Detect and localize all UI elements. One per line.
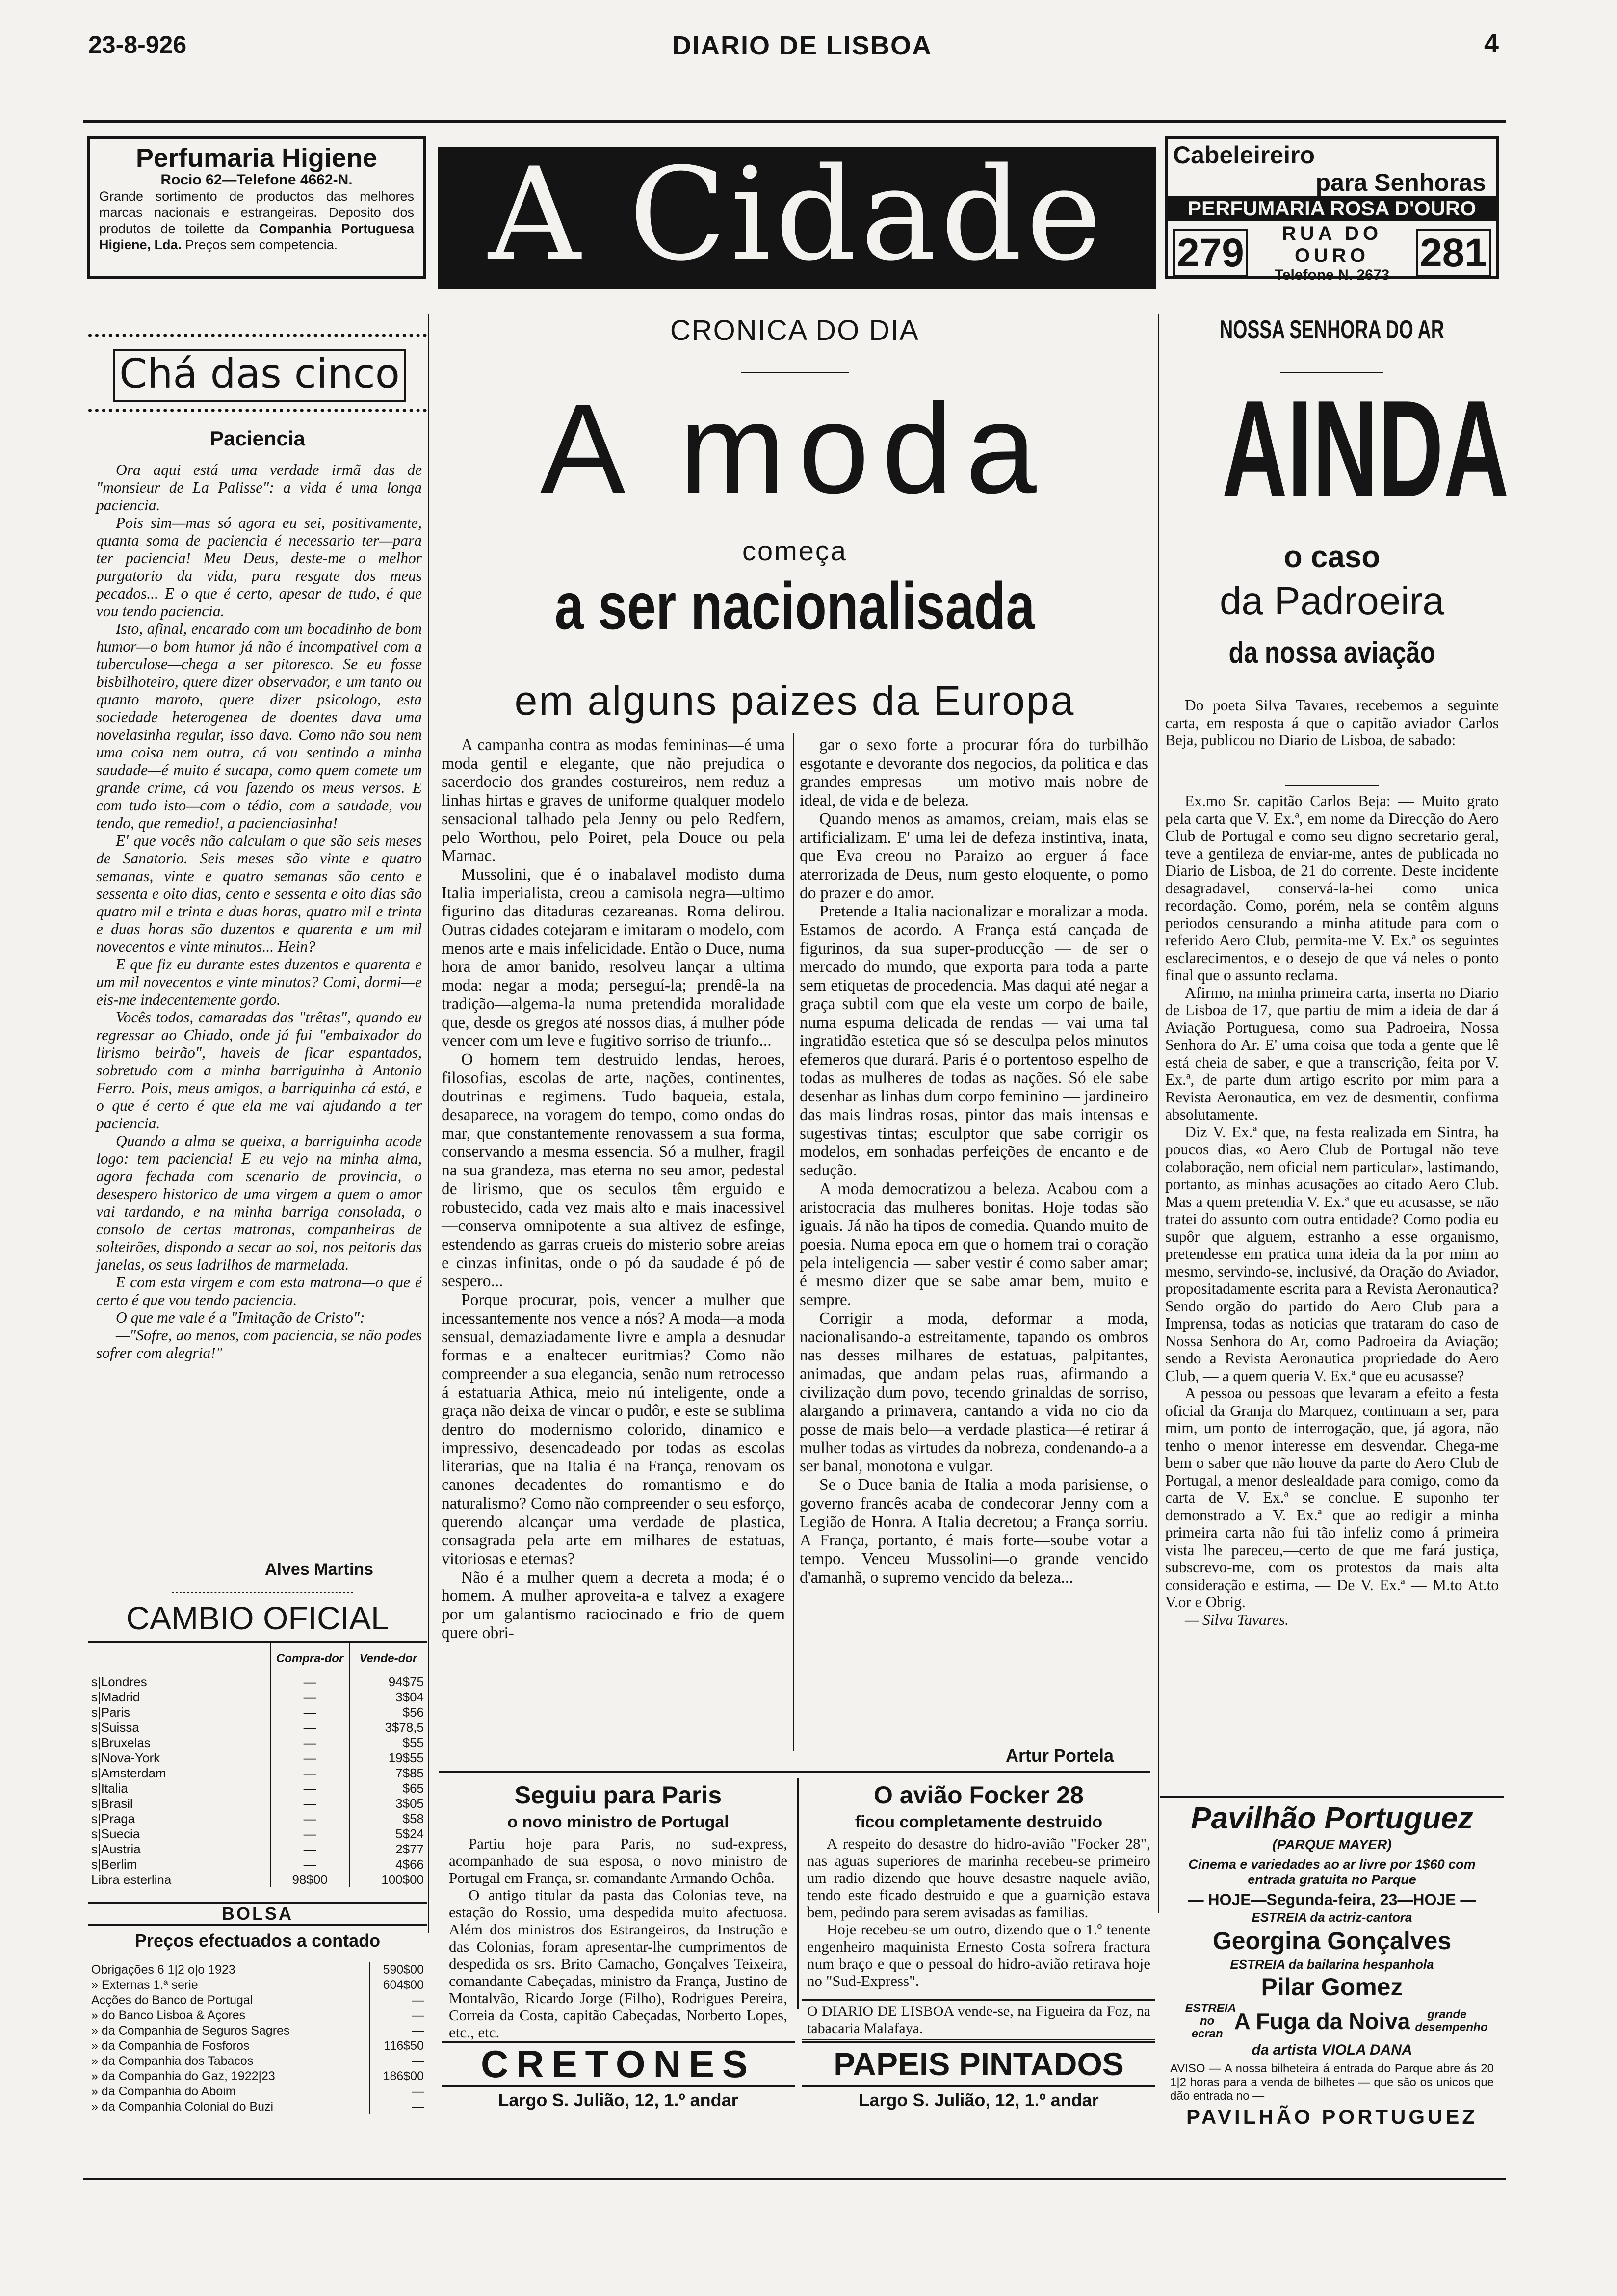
- cambio-row: [88, 1750, 427, 1766]
- ad-a-cidade-title: A Cidade: [488, 141, 1106, 289]
- ad-cabeleireiro-number-right: 281: [1416, 229, 1491, 277]
- cambio-sell-value: $58: [349, 1811, 427, 1826]
- cambio-sell-value: 3$04: [349, 1690, 427, 1705]
- cha-das-cinco-header: [88, 334, 427, 412]
- center-headline-1: A moda: [540, 378, 1049, 520]
- ad-cretones-address: Largo S. Julião, 12, 1.º andar: [498, 2090, 738, 2110]
- bolsa-row: [88, 2084, 427, 2099]
- ad-cabeleireiro-number-left: 279: [1173, 229, 1248, 277]
- center-paragraph: O homem tem destruido lendas, heroes, filosofias, escolas de arte, nações, continentes, doutrinas e regimens. Tudo baqueia, estala, desaparece, na voragem do tempo, como ondas do mar, que constantemente renovassem a sua forma, conservando a mesma essencia. Só a mulher, fragil na sua grandeza, mas eterna no seu amor, pedestal de lirismo, que os seculos têm erguido e robustecido, cada vez mais alto e mais inacessivel—conserva omnipotente a sua altivez de esfinge, estendendo as garras crueis do misterio sobre areias e cinzas infinitas, onde o pó da saudade é pó de sespero...: [442, 1050, 785, 1291]
- pavilhao-footer: PAVILHÃO PORTUGUEZ: [1186, 2105, 1478, 2128]
- right-headline-1: AINDA: [1222, 372, 1509, 525]
- cambio-buy-value: —: [271, 1690, 349, 1705]
- paris-paragraph: Partiu hoje para Paris, no sud-express, acompanhado de sua esposa, o novo ministro de Portugal em França, sr. comandante Armando Ochôa.: [449, 1835, 787, 1886]
- bolsa-subtitle: Preços efectuados a contado: [134, 1931, 381, 1951]
- right-paragraph: Diz V. Ex.ª que, na festa realizada em Sintra, ha poucos dias, «o Aero Club de Portugal não teve colaboração, nem oficial nem particular», lastimando, portanto, as minhas acusações ao citado Aero Club. Mas a quem pretendia V. Ex.ª que eu acusasse, se não tratei do assunto com outra entidade? Como podia eu supôr que alguem, estranho a esse organismo, pretendesse em pratica uma ideia da la por mim ao mesmo, servindo-se, inclusivé, da Oração do Aviador, propositadamente escrita para a Revista Aeronautica? Sendo orgão do partido do Aero Club para a Imprensa, todas as noticias que trataram do caso de Nossa Senhora do Ar, como Padroeira da Aviação; sendo a Revista Aeronautica propriedade do Aero Club, — a quem queria V. Ex.ª que eu acusasse?: [1165, 1123, 1499, 1384]
- cambio-buy-value: —: [271, 1811, 349, 1826]
- cambio-row: [88, 1826, 427, 1842]
- focker-paragraph: A respeito do desastre do hidro-avião "Focker 28", nas aguas superiores de marinha recebeu-se primeiro um radio dizendo que houve desastre naquele avião, tendo este ficado destruido e que a guarnição estava bem, pedindo para serem avisadas as familias.: [807, 1835, 1150, 1921]
- ad-perfumaria-address: Rocio 62—Telefone 4662-N.: [160, 172, 353, 188]
- bolsa-security: » Externas 1.ª serie: [91, 1978, 198, 1992]
- cambio-sell-value: 2$77: [349, 1842, 427, 1857]
- masthead-title: DIARIO DE LISBOA: [672, 31, 933, 60]
- right-paragraph: Ex.mo Sr. capitão Carlos Beja: — Muito grato pela carta que V. Ex.ª, em nome da Direcção do Aero Club de Portugal e como seu digno secretario geral, teve a gentileza de enviar-me, antes de publicada no Diario de Lisboa, de 21 do corrente. Deste incidente desagradavel, conservá-la-hei como unica recordação. Como, porém, nela se contêm alguns periodos censurando a minha atitude para com o referido Aero Club, permita-me V. Ex.ª os seguintes esclarecimentos, e o desejo de que vá neles o ponto final que o assunto reclama.: [1165, 792, 1499, 984]
- paris-paragraph: O antigo titular da pasta das Colonias teve, na estação do Rossio, uma despedida muito afectuosa. Além dos ministros dos Estrangeiros, da Instrução e das Colonias, foram apresentar-lhe cumprimentos de despedida os srs. Brito Camacho, Gonçalves Teixeira, comandante Cabeçadas, ministro da França, Justino de Montalvão, Ricardo Jorge (Filho), Rodrigues Pereira, Correia da Costa, capitão Cabeçadas, Norberto Lopes, etc., etc.: [449, 1886, 787, 2041]
- left-article-title: Paciencia: [210, 427, 305, 450]
- pavilhao-artist-3: da artista VIOLA DANA: [1252, 2042, 1412, 2058]
- right-paragraph: Afirmo, na minha primeira carta, inserta no Diario de Lisboa de 17, que partiu de mim a ideia de dar á Aviação Portuguesa, como sua Padroeira, Nossa Senhora do Ar. E' uma coisa que toda a gente que lê está cheia de saber, e que a transcrição, feita por V. Ex.ª, de parte dum artigo escrito por mim para a Revista Aeronautica, em vez de desmentir, confirma absolutamente.: [1165, 984, 1499, 1123]
- pavilhao-subtitle: (PARQUE MAYER): [1272, 1837, 1392, 1852]
- left-paragraph: Isto, afinal, encarado com um bocadinho de bom humor—o bom humor já não é incompativel com a tuberculose—chega a ser pitoresco. Se eu fosse bisbilhoteiro, quere dizer observador, e um tanto ou quanto maroto, quere dizer psicologo, esta sociedade heterogenea de doentes dava uma novelasinha regular, isso dava. Como não sou nem uma coisa nem outra, cá vou sentindo a minha saudade—é muito é sucapa, como quem comete um grande crime, cá vou fazendo os meus versos. E com tudo isto—com o tédio, com a saudade, vou tendo, que remedio!, a pacienciasinha!: [96, 620, 422, 832]
- cambio-currency: s|Italia: [91, 1781, 128, 1796]
- bolsa-price: 590$00: [369, 1962, 427, 1978]
- left-paragraph: Pois sim—mas só agora eu sei, positivamente, quanta soma de paciencia é necessario ter—para ter paciencia! Meu Deus, deste-me o melhor purgatorio da vida, para resgate dos meus pecados... E o que é certo, apesar de tudo, é que vou tendo paciencia.: [96, 514, 422, 620]
- bolsa-table-wrapper: [88, 1962, 427, 2114]
- left-paragraph: Ora aqui está uma verdade irmã das de "monsieur de La Palisse": a vida é uma longa paciencia.: [96, 461, 422, 514]
- ad-perfumaria-higiene: [87, 136, 426, 279]
- right-headline-2: o caso: [1283, 540, 1381, 574]
- cambio-title: CAMBIO OFICIAL: [126, 1600, 389, 1636]
- center-paragraph: Não é a mulher quem a decreta a moda; é o homem. A mulher aproveita-a e talvez a exagere por um galantismo raciocinado e frio de quem quere obri-: [442, 1568, 785, 1642]
- focker-subtitle: ficou completamente destruido: [855, 1813, 1103, 1831]
- focker-body: [807, 1835, 1150, 1989]
- center-paragraph: Porque procurar, pois, vencer a mulher que incessantemente nos vence a nós? A moda—a moda sensual, demaziadamente livre e ampla a desnudar formas e a enaltecer euritmias? Como não compreender a sua elegancia, senão num retrocesso á estatuaria Athica, meio nú inteligente, onde a graça não deixa de vincar o pudôr, e este se sublima dentro do modernismo colorido, dinamico e impressivo, desencadeado por todas as escolas literarias, que na Italia é na França, renovam os canones decadentes do romantismo e do naturalismo? Como não compreender o seu esforço, querendo alcançar uma verdade de plastica, consagrada pela arte em milhares de estatuas, vitoriosas e eternas?: [442, 1291, 785, 1568]
- ad-perfumaria-tail: Preços sem competencia.: [185, 237, 338, 252]
- cambio-sell-value: 3$78,5: [349, 1720, 427, 1735]
- ad-pavilhao: [1160, 1796, 1504, 2168]
- cambio-currency: s|Bruxelas: [91, 1735, 151, 1750]
- bolsa-price: —: [369, 1993, 427, 2008]
- bolsa-row: [88, 2099, 427, 2114]
- center-paragraph: Pretende a Italia nacionalizar e moralizar a moda. Estamos de acordo. A França está cançada de figurinos, da sua super-producção — de ser o mercado do mundo, que exporta para toda a parte sem etiquetas de procedencia. Mas daqui até negar a graça subtil com que ela veste um corpo de baile, numa espuma delicada de rendas — vai uma tal ingratidão estetica que só se desculpa pelos minutos efemeros que durará. Paris é o portentoso espelho de todas as mulheres de todas as nações. Só ele sabe desenhar as linhas dum corpo feminino — jardineiro das mais lindras rosas, pintor das mais intensas e sugestivas tintas; esculptor que sabe corrigir os modelos, em sonhadas perfeições de encanto e de sedução.: [800, 902, 1148, 1180]
- cambio-currency: s|Brasil: [91, 1796, 133, 1811]
- ad-cabeleireiro-line1: Cabeleireiro: [1173, 141, 1315, 169]
- bolsa-price: —: [369, 2099, 427, 2114]
- focker-title: O avião Focker 28: [873, 1781, 1084, 1809]
- column-divider-right: [1158, 314, 1159, 1913]
- bolsa-security: » da Companhia de Fosforos: [91, 2039, 250, 2053]
- cambio-currency: s|Berlim: [91, 1857, 137, 1872]
- cambio-currency: s|Suecia: [91, 1826, 140, 1841]
- cambio-row: [88, 1720, 427, 1735]
- column-divider-center: [793, 733, 794, 1751]
- bolsa-price: —: [369, 2008, 427, 2023]
- pavilhao-notice: AVISO — A nossa bilheteira á entrada do Parque abre ás 20 1|2 horas para a venda de bilhetes — que são os unicos que dão entrada no —: [1170, 2062, 1494, 2103]
- cambio-buy-value: —: [271, 1750, 349, 1766]
- center-bottom-rule: [439, 1771, 1150, 1773]
- pavilhao-line1: Cinema e variedades ao ar livre por 1$60 com entrada gratuita no Parque: [1188, 1857, 1476, 1887]
- right-paragraph: A pessoa ou pessoas que levaram a efeito a festa oficial da Granja do Marquez, continuam a ser, para mim, um ponto de interrogação, que, já agora, não tenho o menor interesse em desvendar. Chega-me bem o saber que não houve da parte do Aero Club de Portugal, a menor deslealdade para comigo, como da carta de V. Ex.ª se conclue. E suponho ter demonstrado a V. Ex.ª que ao redigir a minha primeira carta não fui tão infeliz como á primeira vista lhe pareceu,—certo de que me fará justiça, subscrevo-me, com os protestos da mais alta consideração e estima, — De V. Ex.ª — M.to At.to V.or e Obrig.: [1165, 1384, 1499, 1611]
- bolsa-security: » da Companhia do Gaz, 1922|23: [91, 2069, 275, 2083]
- center-paragraph: Corrigir a moda, deformar a moda, nacionalisando-a estreitamente, tapando os ombros nas desses milhares de estatuas, palpitantes, animadas, que andam pelas ruas, afirmando a civilização dum povo, tecendo grinaldas de sorriso, alargando a primavera, cantando a vida no cio da posse de mais belo—a verdade plastica—é retirar á mulher todas as virtudes da nobreza, condenando-a a ser banal, monotona e vulgar.: [800, 1309, 1148, 1476]
- bolsa-price: 604$00: [369, 1978, 427, 1993]
- cambio-sell-value: 3$05: [349, 1796, 427, 1811]
- cambio-buy-value: —: [271, 1735, 349, 1750]
- pavilhao-artist-1: Georgina Gonçalves: [1212, 1927, 1452, 1955]
- bolsa-row: [88, 2054, 427, 2069]
- ad-perfumaria-company: Companhia Portuguesa Higiene, Lda.: [99, 221, 414, 252]
- bolsa-row: [88, 1993, 427, 2008]
- pavilhao-estreia-3a: ESTREIA no ecran: [1185, 2002, 1236, 2040]
- bolsa-security: » da Companhia de Seguros Sagres: [91, 2024, 290, 2037]
- left-paragraph: O que me vale é a "Imitação de Cristo":: [116, 1309, 365, 1326]
- left-signature: Alves Martins: [265, 1560, 374, 1579]
- top-rule: [83, 120, 1506, 123]
- cambio-sell-value: 19$55: [349, 1750, 427, 1766]
- ad-cretones: CRETONES: [442, 2041, 795, 2087]
- cambio-table: [88, 1643, 427, 1887]
- focker-paragraph: Hoje recebeu-se um outro, dizendo que o 1.º tenente engenheiro maquinista Ernesto Costa sofrera fractura num braço e que o pessoal do hidro-avião retirava hoje no "Sud-Express".: [807, 1921, 1150, 1989]
- cambio-sell-value: 5$24: [349, 1826, 427, 1842]
- ad-cabeleireiro-phone: Telefone N. 2673: [1274, 267, 1390, 283]
- column-divider-left: [428, 314, 429, 1933]
- pavilhao-estreia-1: ESTREIA da actriz-cantora: [1252, 1910, 1412, 1925]
- cambio-currency: s|Praga: [91, 1811, 135, 1826]
- ad-papeis-pintados: PAPEIS PINTADOS: [802, 2041, 1155, 2087]
- bolsa-price: —: [369, 2084, 427, 2099]
- cambio-row: [88, 1842, 427, 1857]
- cambio-col-buy: Compra-dor: [271, 1643, 349, 1674]
- pavilhao-estreia-2: ESTREIA da bailarina hespanhola: [1230, 1957, 1434, 1972]
- cambio-sell-value: 4$66: [349, 1857, 427, 1872]
- right-intro: Do poeta Silva Tavares, recebemos a seguinte carta, em resposta á que o capitão aviador Carlos Beja, publicou no Diario de Lisboa, de sabado:: [1165, 697, 1499, 749]
- focker-note: O DIARIO DE LISBOA vende-se, na Figueira da Foz, na tabacaria Malafaya.: [802, 1999, 1155, 2040]
- pavilhao-artist-2: Pilar Gomez: [1261, 1973, 1403, 2001]
- cambio-buy-value: 98$00: [271, 1872, 349, 1887]
- cambio-sell-value: 7$85: [349, 1766, 427, 1781]
- cambio-currency: s|Nova-York: [91, 1750, 160, 1765]
- bolsa-row: [88, 1962, 427, 1978]
- paris-subtitle: o novo ministro de Portugal: [507, 1813, 729, 1831]
- cambio-row: [88, 1705, 427, 1720]
- right-letter-body: [1165, 792, 1499, 1628]
- cambio-sell-value: $56: [349, 1705, 427, 1720]
- bolsa-security: » do Banco Lisboa & Açores: [91, 2009, 246, 2022]
- bolsa-price: 186$00: [369, 2069, 427, 2084]
- ad-papeis-address: Largo S. Julião, 12, 1.º andar: [859, 2090, 1099, 2110]
- center-kicker: CRONICA DO DIA: [670, 314, 920, 346]
- cambio-row: [88, 1766, 427, 1781]
- center-headline-4: em alguns paizes da Europa: [514, 678, 1075, 724]
- cambio-row: [88, 1735, 427, 1750]
- ad-perfumaria-title: Perfumaria Higiene: [135, 143, 378, 173]
- left-paragraph: —"Sofre, ao menos, com paciencia, se não podes sofrer com alegria!": [96, 1327, 422, 1361]
- bolsa-price: —: [369, 2054, 427, 2069]
- cambio-currency: s|Paris: [91, 1705, 130, 1720]
- cambio-sell-value: 94$75: [349, 1674, 427, 1690]
- center-headline-3: a ser nacionalisada: [554, 569, 1035, 643]
- cambio-row: [88, 1872, 427, 1887]
- left-paragraph: Quando a alma se queixa, a barriguinha acode logo: tem paciencia! E eu vejo na minha alma, agora fechada com scenario de provincia, o desespero historico de uma virgem a quem o amor vai tardando, e na minha barriga consolada, o consolo de certas matronas, companheiras de solteirões, dispondo a secar ao sol, nos peitoris das janelas, os seus ladrilhos de marmelada.: [96, 1132, 422, 1273]
- bolsa-row: [88, 2008, 427, 2023]
- center-kicker-ornament: [741, 372, 849, 373]
- center-signature: Artur Portela: [1006, 1746, 1114, 1766]
- center-paragraph: Se o Duce bania de Italia a moda parisiense, o governo francês acaba de condecorar Jenny com a Legião de Honra. A Italia decretou; a França sorriu. A França, portanto, é mais forte—soube votar a tempo. Venceu Mussolini—o grande vencido d'amanhã, o supremo vencido da beleza...: [800, 1476, 1148, 1587]
- left-paragraph: E' que vocês não calculam o que são seis meses de Sanatorio. Seis meses são vinte e quatro semanas, vinte e quatro semanas são cento e sessenta e oito dias, cento e sessenta e oito dias são quatro mil e trinta e duas horas, quatro mil e trinta e duas horas são duzentos e quarenta e um mil novecentos e vinte minutos... Hein?: [96, 832, 422, 955]
- ad-cabeleireiro-line2: para Senhoras: [1315, 169, 1486, 196]
- paris-title: Seguiu para Paris: [514, 1781, 722, 1809]
- left-paragraph: Vocês todos, camaradas das "trêtas", quando eu regressar ao Chiado, onde já fui "embaixador do lirismo beirão", haveis de ficar espantados, sobretudo com a minha barriguinha à Antonio Ferro. Pois, meus amigos, a barriguinha cá está, e o que é certo é que ela me vai ajudando a ter paciencia.: [96, 1009, 422, 1132]
- cambio-currency: s|Austria: [91, 1842, 141, 1856]
- left-article-body: [96, 461, 422, 1362]
- center-paragraph: Quando menos as amamos, creiam, mais elas se artificializam. E' uma lei de defeza instintiva, inata, que Eva creou no Paraizo ao erguer á face aterrorizada de Deus, num gesto eloquente, o pomo do prazer e do amor.: [800, 809, 1148, 902]
- paris-body: [449, 1835, 787, 2041]
- cambio-currency: s|Madrid: [91, 1690, 140, 1704]
- cambio-row: [88, 1796, 427, 1811]
- pavilhao-estreia-3b: grande desempenho: [1415, 2008, 1488, 2034]
- ad-cabeleireiro: [1165, 136, 1499, 283]
- right-headline-3: da Padroeira: [1219, 579, 1445, 623]
- center-paragraph: A campanha contra as modas femininas—é uma moda gentil e elegante, que não prejudica o sacerdocio dos grandes costureiros, nem reduz a linhas hirtas e graves de uniforme qualquer modelo sensacional talhado pela Jenny ou pelo Redfern, pelo Worthou, pelo Poiret, pela Douce ou pela Marnac.: [442, 736, 785, 865]
- cambio-buy-value: —: [271, 1857, 349, 1872]
- cambio-buy-value: —: [271, 1705, 349, 1720]
- right-kicker: NOSSA SENHORA DO AR: [1220, 315, 1444, 344]
- center-article-col2: [800, 736, 1148, 1587]
- cambio-buy-value: —: [271, 1720, 349, 1735]
- cambio-buy-value: —: [271, 1826, 349, 1842]
- ad-a-cidade: [438, 141, 1156, 289]
- bolsa-row: [88, 2069, 427, 2084]
- cambio-buy-value: —: [271, 1781, 349, 1796]
- left-paragraph: E com esta virgem e com esta matrona—o que é certo é que vou tendo paciencia.: [96, 1274, 422, 1308]
- cambio-row: [88, 1811, 427, 1826]
- masthead-page-number: 4: [1484, 29, 1499, 58]
- cambio-table-wrapper: [88, 1641, 427, 1887]
- cambio-currency: Libra esterlina: [91, 1872, 172, 1887]
- right-headline-4: da nossa aviação: [1228, 636, 1435, 670]
- cambio-currency: s|Amsterdam: [91, 1766, 166, 1780]
- cambio-sell-value: 100$00: [349, 1872, 427, 1887]
- bolsa-security: » da Companhia Colonial do Buzi: [91, 2100, 274, 2113]
- bottom-center-divider: [797, 1778, 799, 2009]
- masthead-date: 23-8-926: [88, 31, 187, 58]
- left-paragraph: E que fiz eu durante estes duzentos e quarenta e um mil novecentos e vinte minutos? Comi, dormi—e eis-me indecentemente gordo.: [96, 956, 422, 1008]
- bolsa-row: [88, 2038, 427, 2054]
- cambio-buy-value: —: [271, 1842, 349, 1857]
- right-intro-divider: [1285, 785, 1379, 786]
- center-headline-2: começa: [742, 535, 848, 566]
- cambio-row: [88, 1857, 427, 1872]
- bolsa-title: BOLSA: [88, 1902, 427, 1926]
- cha-das-cinco-title: Chá das cinco: [113, 349, 406, 402]
- pavilhao-film: A Fuga da Noiva: [1234, 2009, 1410, 2034]
- center-paragraph: gar o sexo forte a procurar fóra do turbilhão esgotante e devorante dos negocios, da politica e das grandes empresas — um motivo mais nobre de ideal, de vida e de beleza.: [800, 736, 1148, 810]
- cambio-row: [88, 1674, 427, 1690]
- bolsa-security: » da Companhia do Aboim: [91, 2085, 236, 2098]
- bolsa-price: —: [369, 2023, 427, 2038]
- center-paragraph: A moda democratizou a beleza. Acabou com a aristocracia das mulheres bonitas. Hoje todas são iguais. Já não ha tipos de comedia. Quando muito de poesia. Numa epoca em que o homem trai o coração pela inteligencia — saber vestir é como saber amar; é mesmo dizer que se sabe amar bem, muito e sempre.: [800, 1179, 1148, 1309]
- cambio-col-sell: Vende-dor: [349, 1643, 427, 1674]
- center-article-col1: [442, 736, 785, 1642]
- cambio-sell-value: $65: [349, 1781, 427, 1796]
- bolsa-security: » da Companhia dos Tabacos: [91, 2054, 254, 2068]
- ad-perfumaria-body: Grande sortimento de productos das melhores marcas nacionais e estrangeiras. Deposito dos produtos de toilette da: [99, 189, 414, 236]
- pavilhao-title: Pavilhão Portuguez: [1191, 1801, 1473, 1835]
- bolsa-row: [88, 1978, 427, 1993]
- cambio-buy-value: —: [271, 1766, 349, 1781]
- cambio-currency: s|Londres: [91, 1674, 147, 1689]
- ad-cabeleireiro-street: RUA DO OURO: [1281, 223, 1382, 266]
- center-paragraph: Mussolini, que é o inabalavel modisto duma Italia imperialista, creou a camisola negra—ultimo figurino das ditaduras cezareanas. Roma delirou. Outras cidades cotejaram e imitaram o modelo, com menos arte e mais infelicidade. Então o Duce, numa hora de amor banido, resolveu lançar a ultima moda: negar a moda; perseguí-la; prendê-la na tradição—algema-la numa pretendida moralidade que, desde os gregos até nossos dias, á mulher póde vencer com um leve e fugitivo sorriso de triunfo...: [442, 865, 785, 1050]
- cambio-buy-value: —: [271, 1674, 349, 1690]
- bottom-rule: [83, 2178, 1506, 2180]
- pavilhao-today: — HOJE—Segunda-feira, 23—HOJE —: [1188, 1891, 1476, 1908]
- bolsa-table: [88, 1962, 427, 2114]
- cambio-sell-value: $55: [349, 1735, 427, 1750]
- cambio-row: [88, 1781, 427, 1796]
- cambio-divider: [172, 1592, 353, 1593]
- right-paragraph: — Silva Tavares.: [1185, 1611, 1289, 1628]
- cambio-buy-value: —: [271, 1796, 349, 1811]
- bolsa-row: [88, 2023, 427, 2038]
- cambio-currency: s|Suissa: [91, 1720, 139, 1735]
- bolsa-security: Acções do Banco de Portugal: [91, 1993, 253, 2007]
- bolsa-security: Obrigações 6 1|2 o|o 1923: [91, 1963, 235, 1977]
- bolsa-price: 116$50: [369, 2038, 427, 2054]
- ad-cabeleireiro-line3: PERFUMARIA ROSA D'OURO: [1168, 196, 1496, 221]
- cambio-row: [88, 1690, 427, 1705]
